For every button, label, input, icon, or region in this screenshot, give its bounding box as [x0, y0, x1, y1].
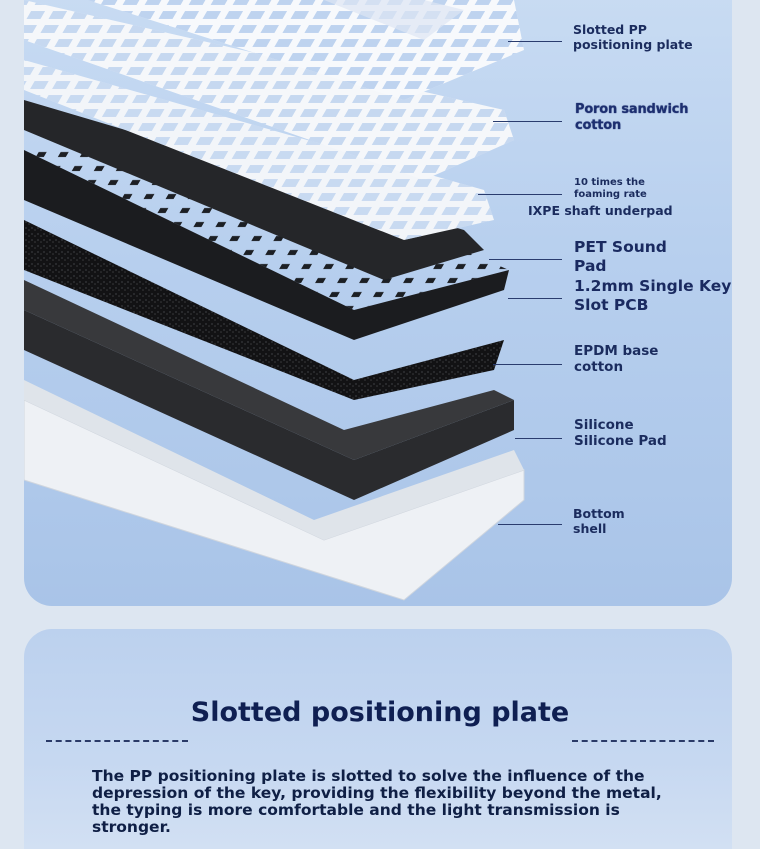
leader-line [493, 364, 562, 365]
leader-line [478, 194, 562, 195]
leader-line [508, 41, 562, 42]
callout-poron-cotton: Poron sandwich cotton [575, 102, 689, 133]
leader-line [515, 438, 562, 439]
callout-pet-sound-pad: PET Sound Pad [574, 238, 667, 275]
leader-line [498, 524, 562, 525]
section-description: The PP positioning plate is slotted to solve the influence of the depression of the key, providing the flexibility beyond the metal, the typing is more comfortable and the light transmission is stronger. [92, 767, 662, 837]
leader-line [508, 298, 562, 299]
callout-silicone-pad: Silicone Silicone Pad [574, 417, 667, 450]
callout-slotted-pp-plate: Slotted PP positioning plate [573, 22, 693, 52]
callout-ixpe-foaming: 10 times the foaming rate [574, 177, 647, 200]
divider-right [572, 740, 714, 742]
callout-epdm-cotton: EPDM base cotton [574, 343, 659, 376]
callout-bottom-shell: Bottom shell [573, 506, 625, 536]
callout-pcb: 1.2mm Single Key Slot PCB [574, 277, 732, 314]
leader-line [493, 121, 562, 122]
callout-ixpe-underpad: IXPE shaft underpad [528, 203, 673, 218]
leader-line [489, 259, 562, 260]
divider-left [46, 740, 188, 742]
section-title: Slotted positioning plate [190, 697, 570, 728]
